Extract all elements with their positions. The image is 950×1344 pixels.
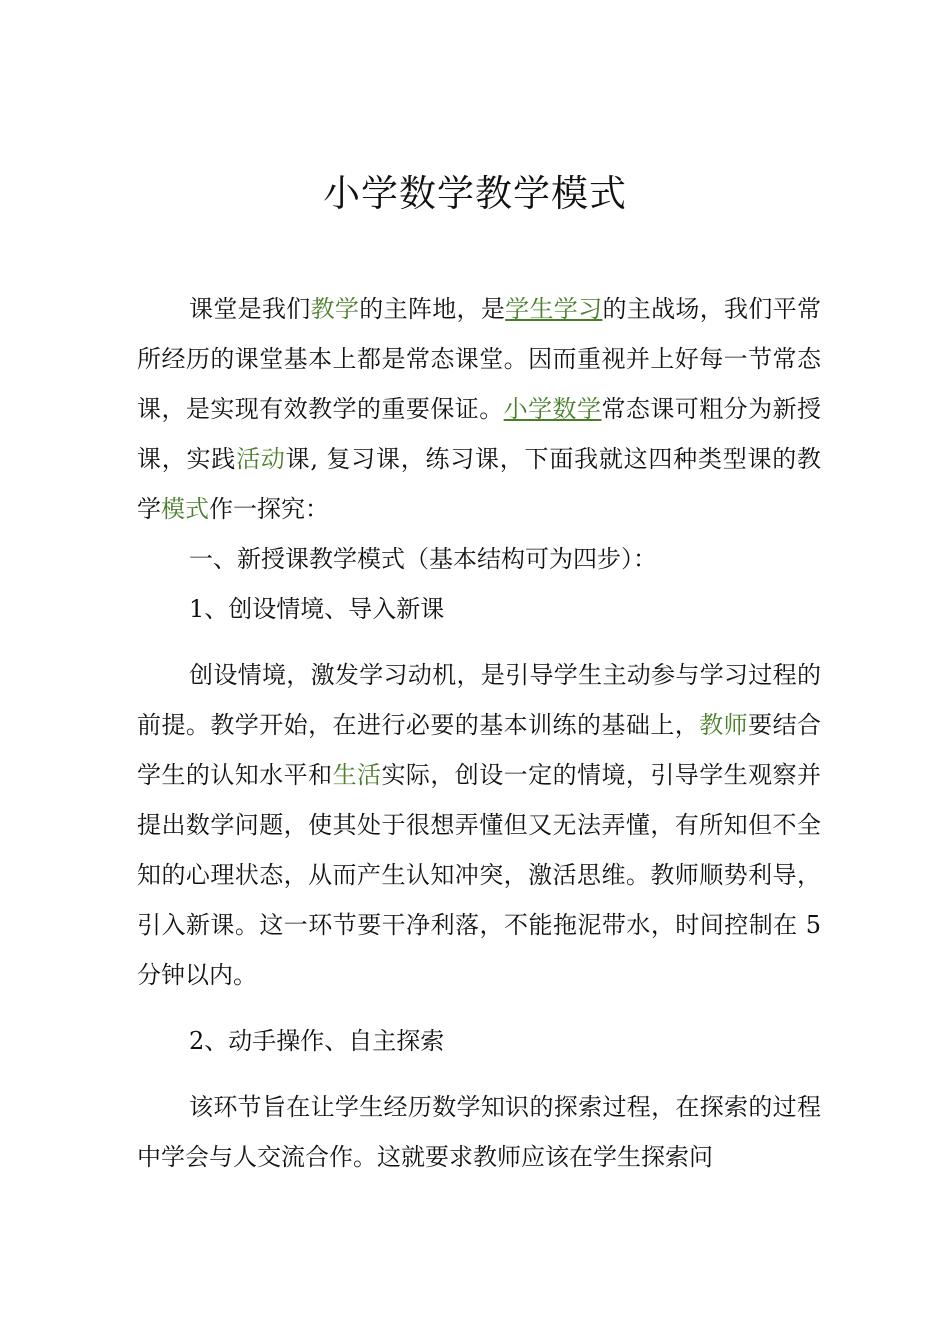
text-run: 作一探究： [209, 495, 329, 523]
keyword-link-mode[interactable]: 模式 [161, 495, 209, 523]
keyword-link-activity[interactable]: 活动 [236, 445, 286, 473]
text-run: 课, 复习课，练习课，下面我就这四种类型课的教学 [137, 445, 822, 523]
keyword-link-life[interactable]: 生活 [332, 761, 382, 789]
subsection-heading-1: 1、创设情境、导入新课 [189, 595, 445, 623]
document-body [137, 284, 821, 1182]
intro-paragraph [137, 284, 821, 534]
subsection-heading-2: 2、动手操作、自主探索 [189, 1027, 445, 1055]
text-run: 常态课可粗分为新授课，实践 [137, 395, 822, 473]
keyword-link-teacher[interactable]: 教师 [699, 711, 749, 739]
paragraph-exploration: 该环节旨在让学生经历数学知识的探索过程，在探索的过程中学会与人交流合作。这就要求教师应该在学生探索问 [137, 1093, 821, 1171]
section-heading-new-lesson: 一、新授课教学模式（基本结构可为四步）： [189, 545, 657, 573]
keyword-link-teaching[interactable]: 教学 [310, 295, 360, 323]
keyword-link-student-learning[interactable]: 学生学习 [505, 295, 603, 323]
paragraph-situation [137, 650, 821, 1000]
text-run: 的主阵地，是 [359, 295, 506, 323]
document-title: 小学数学教学模式 [323, 172, 627, 215]
text-run: 实际，创设一定的情境，引导学生观察并提出数学问题，使其处于很想弄懂但又无法弄懂，有所知但不全知的心理状态，从而产生认知冲突，激活思维。教师顺势利导，引入新课。这一环节要干净利落，不能拖泥带水，时间控制在 5 分钟以内。 [137, 761, 822, 989]
text-run: 的主战场，我们平常所经历的课堂基本上都是常态课堂。因而重视并上好每一节常态课，是实现有效教学的重要保证。 [137, 295, 822, 423]
keyword-link-primary-math[interactable]: 小学数学 [503, 395, 602, 423]
text-run: 课堂是我们 [189, 295, 311, 323]
text-run: 创设情境，激发学习动机，是引导学生主动参与学习过程的前提。教学开始，在进行必要的基本训练的基础上， [137, 661, 821, 739]
text-run: 要结合学生的认知水平和 [137, 711, 822, 789]
